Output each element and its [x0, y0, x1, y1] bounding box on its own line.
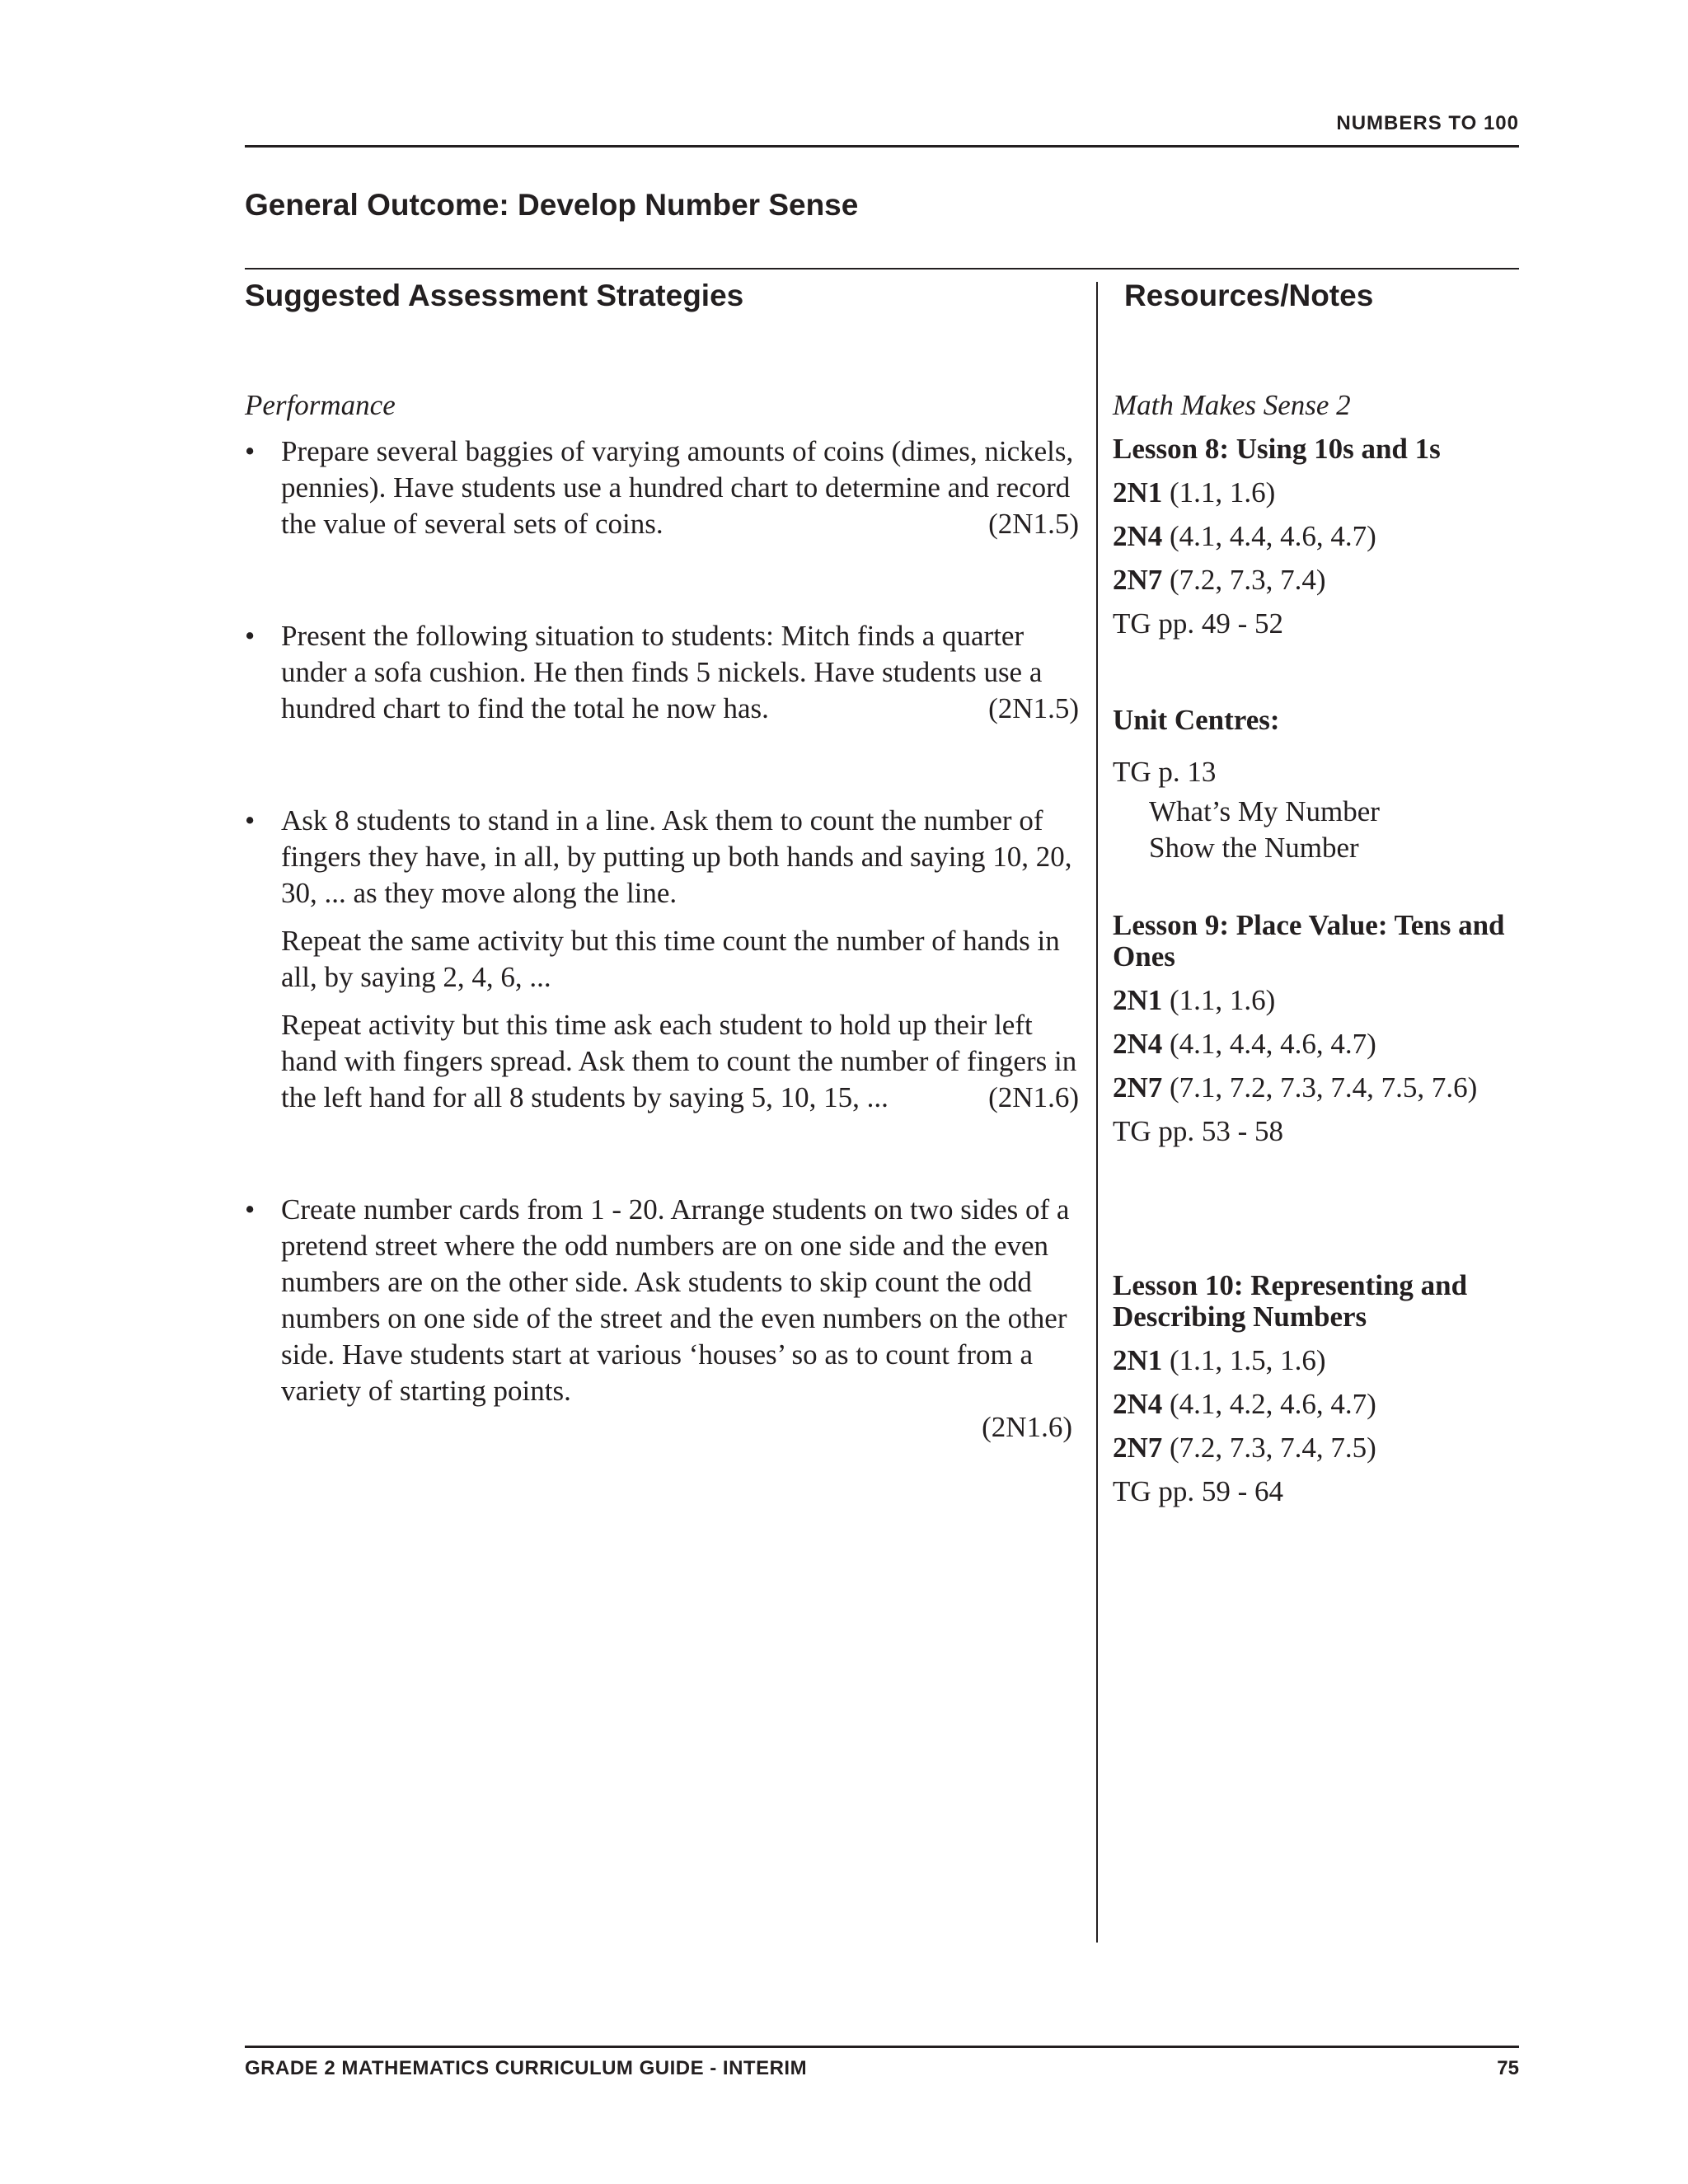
bullet-icon: • [245, 435, 256, 467]
outcome-line: 2N1 (1.1, 1.6) [1113, 984, 1276, 1016]
outcome-line: 2N4 (4.1, 4.4, 4.6, 4.7) [1113, 520, 1376, 552]
teacher-guide-pages: TG pp. 49 - 52 [1113, 607, 1284, 640]
right-column-heading: Resources/Notes [1124, 279, 1374, 312]
assessment-item [245, 618, 1079, 727]
outcome-line: 2N4 (4.1, 4.4, 4.6, 4.7) [1113, 1028, 1376, 1060]
left-column-heading: Suggested Assessment Strategies [245, 279, 744, 312]
assessment-text: Present the following situation to students: Mitch finds a quarter under a sofa cushion. He then finds 5 nickels. Have students use a hundred chart to find the total he now has. (2N1.5) [281, 618, 1079, 727]
assessment-item [245, 434, 1079, 542]
resource-book-title: Math Makes Sense 2 [1113, 389, 1351, 421]
assessment-text: Repeat the same activity but this time count the number of hands in all, by saying 2, 4, 6, ... [281, 925, 1060, 993]
footer-title: GRADE 2 MATHEMATICS CURRICULUM GUIDE - INTERIM [245, 2057, 808, 2079]
unit-centres-title: Unit Centres: [1113, 704, 1280, 736]
lesson-9-title: Lesson 9: Place Value: Tens and Ones [1113, 909, 1505, 972]
assessment-text: Prepare several baggies of varying amounts of coins (dimes, nickels, pennies). Have students use a hundred chart to determine and record the value of several sets of coins. (2N1.5) [281, 434, 1079, 542]
bullet-icon: • [245, 620, 256, 652]
unit-centre-item: Show the Number [1149, 832, 1359, 864]
running-head: NUMBERS TO 100 [1336, 112, 1519, 134]
outcome-ref: (2N1.6) [982, 1411, 1072, 1443]
page-number: 75 [1497, 2057, 1519, 2079]
outcome-line: 2N1 (1.1, 1.5, 1.6) [1113, 1344, 1326, 1376]
outcome-line: 2N7 (7.1, 7.2, 7.3, 7.4, 7.5, 7.6) [1113, 1071, 1478, 1104]
assessment-text: Create number cards from 1 - 20. Arrange students on two sides of a pretend street where the odd numbers are on one side and the even numbers are on the other side. Ask students to skip count the odd numbers on one side of the street and the even numbers on the other side. Have students start at various ‘houses’ so as to count from a variety of starting points. [281, 1193, 1070, 1407]
outcome-line: 2N4 (4.1, 4.2, 4.6, 4.7) [1113, 1388, 1376, 1420]
lesson-10-title: Lesson 10: Representing and Describing Numbers [1113, 1269, 1468, 1333]
teacher-guide-pages: TG pp. 53 - 58 [1113, 1115, 1284, 1147]
section-label-performance: Performance [245, 389, 396, 421]
resources-notes [1113, 384, 1541, 1513]
outcome-ref: (2N1.5) [988, 508, 1079, 540]
outcome-ref: (2N1.5) [988, 692, 1079, 724]
teacher-guide-pages: TG pp. 59 - 64 [1113, 1475, 1284, 1507]
assessment-text: Ask 8 students to stand in a line. Ask them to count the number of fingers they have, in all, by putting up both hands and saying 10, 20, 30, ... as they move along the line. [281, 804, 1072, 909]
general-outcome-title: General Outcome: Develop Number Sense [245, 188, 859, 222]
assessment-text: Repeat activity but this time ask each student to hold up their left hand with fingers spread. Ask them to count the number of fingers in the left hand for all 8 students by saying 5, 10, 15, ... (2N1.6) [281, 1007, 1079, 1116]
teacher-guide-pages: TG p. 13 [1113, 756, 1217, 788]
assessment-strategies [245, 384, 1079, 1446]
unit-centre-item: What’s My Number [1149, 795, 1380, 827]
header-rule [245, 145, 1519, 148]
outcome-line: 2N7 (7.2, 7.3, 7.4, 7.5) [1113, 1432, 1376, 1464]
lesson-8-title: Lesson 8: Using 10s and 1s [1113, 433, 1441, 465]
outcome-line: 2N7 (7.2, 7.3, 7.4) [1113, 564, 1326, 596]
outcome-rule [245, 268, 1519, 269]
bullet-icon: • [245, 1193, 256, 1226]
assessment-item [245, 803, 1079, 1116]
outcome-line: 2N1 (1.1, 1.6) [1113, 476, 1276, 509]
outcome-ref: (2N1.6) [988, 1081, 1079, 1113]
column-divider [1096, 282, 1098, 1943]
bullet-icon: • [245, 804, 256, 837]
footer-rule [245, 2046, 1519, 2048]
assessment-item [245, 1192, 1079, 1446]
